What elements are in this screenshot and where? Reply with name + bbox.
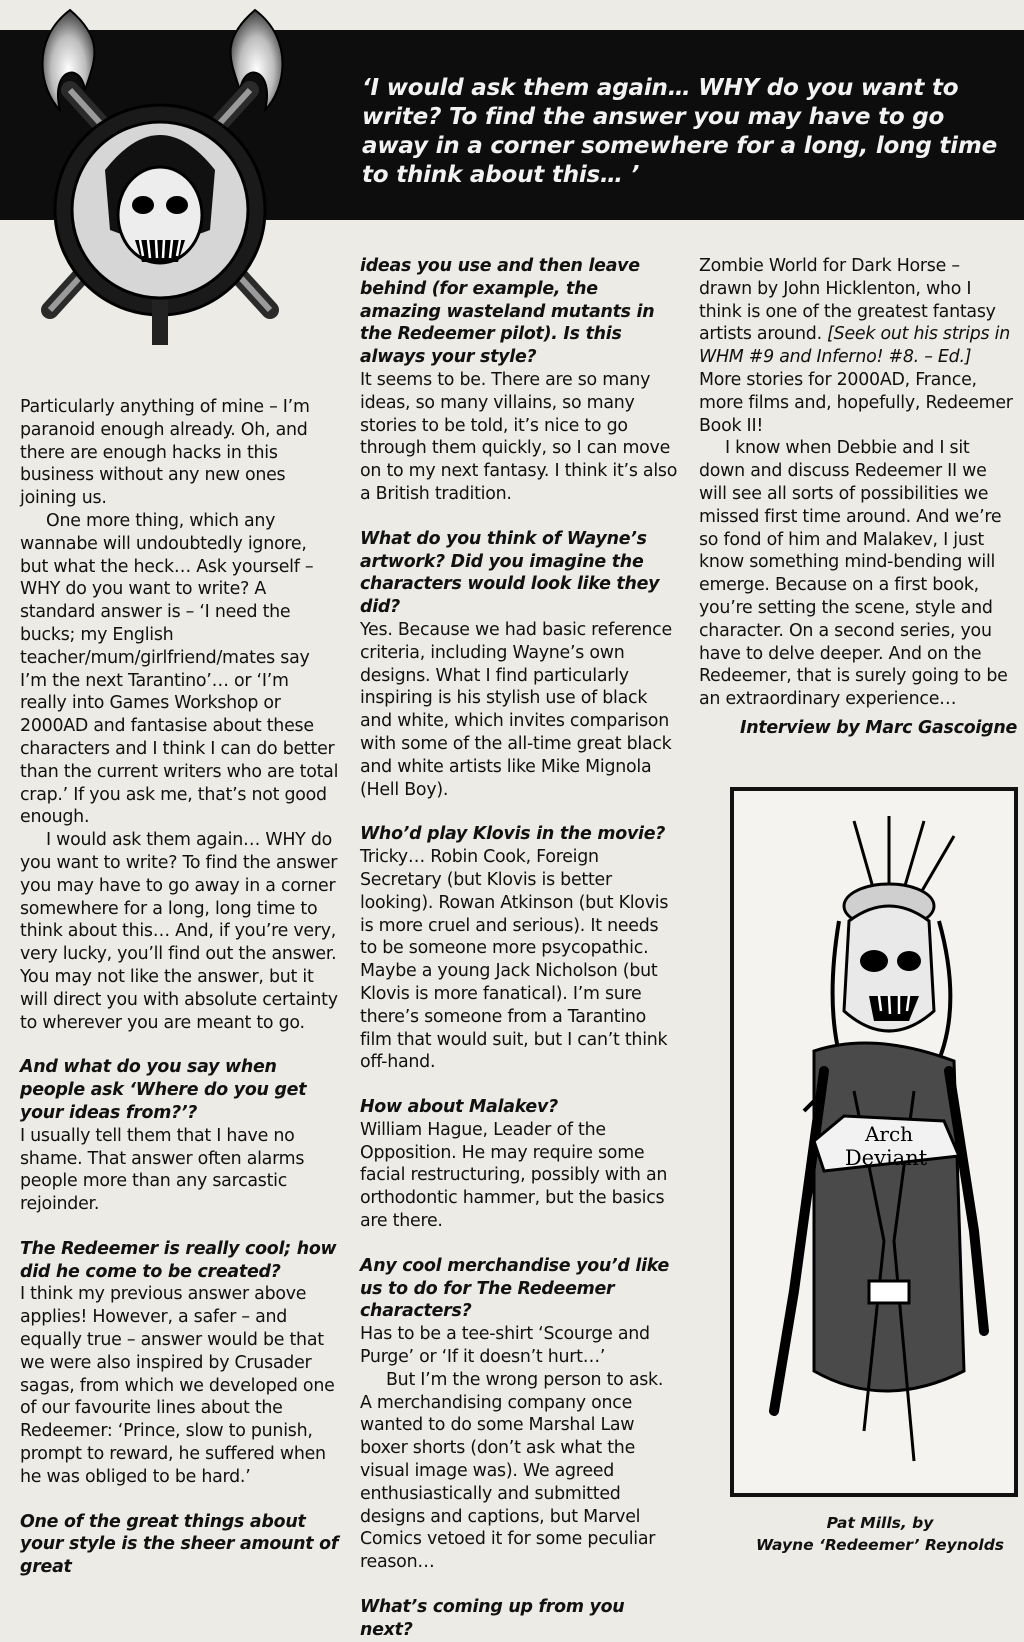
interview-question: What do you think of Wayne’s artwork? Did you imagine the characters would look like they did?: [360, 528, 660, 618]
interview-answer: Has to be a tee-shirt ‘Scourge and Purge’ or ‘If it doesn’t hurt…’: [360, 1324, 650, 1368]
column-1: [20, 396, 340, 1579]
paragraph: I would ask them again… WHY do you want to write? To find the answer you may have to go away in a corner somewhere for a long, long time to think about this… And, if you’re very, very lucky, you’ll find out the answer. You may not like the answer, but it will direct you with absolute certainty to wherever you are meant to go.: [20, 830, 338, 1033]
interview-question: Who’d play Klovis in the movie?: [360, 824, 666, 845]
illustration-frame: [730, 787, 1018, 1497]
interview-answer: I think my previous answer above applies! However, a safer – and equally true – answer would be that we were also inspired by Crusader sagas, from which we developed one of our favourite lines about the Redeemer: ‘Prince, slow to punish, prompt to reward, he suffered when he was obliged to be hard.’: [20, 1284, 335, 1487]
interview-question: Any cool merchandise you’d like us to do for The Redeemer characters?: [360, 1255, 670, 1322]
interview-answer: Tricky… Robin Cook, Foreign Secretary (but Klovis is better looking). Rowan Atkinson (but Klovis is more cruel and serious). It needs to be someone more psycopathic. Maybe a young Jack Nicholson (but Klovis is more fanatical). I’m sure there’s someone from a Tarantino film that would suit, but I can’t think off-hand.: [360, 847, 669, 1073]
interview-question: One of the great things about your style is the sheer amount of great: [20, 1511, 339, 1578]
interview-question: And what do you say when people ask ‘Where do you get your ideas from?’?: [20, 1057, 307, 1123]
editor-note: [Seek out his strips in WHM #9 and Inferno! #8. – Ed.]: [699, 324, 1011, 368]
interview-question: The Redeemer is really cool; how did he come to be created?: [20, 1238, 337, 1282]
caption-line-2: Wayne ‘Redeemer’ Reynolds: [755, 1536, 1005, 1554]
caption-line-1: Pat Mills, by: [826, 1514, 934, 1532]
skull-emblem-icon: [10, 0, 310, 350]
pull-quote: ‘I would ask them again… WHY do you want to write? To find the answer you may have to go away in a corner somewhere for a long, long time to think about this… ’: [362, 75, 998, 188]
answer-text: Zombie World for Dark Horse – drawn by John Hicklenton, who I think is one of the greatest fantasy artists around.: [699, 256, 996, 345]
paragraph: I know when Debbie and I sit down and discuss Redeemer II we will see all sorts of possibilities we missed first time around. And we’re so fond of him and Malakev, I just know something mind-bending will emerge. Because on a first book, you’re setting the scene, style and character. On a second series, you have to delve deeper. And on the Redeemer, that is surely going to be an extraordinary experience…: [699, 438, 1008, 710]
paragraph: Particularly anything of mine – I’m paranoid enough already. Oh, and there are enough hacks in this business without any new ones joining us.: [20, 397, 310, 509]
interview-answer: I usually tell them that I have no shame. That answer often alarms people more than any sarcastic rejoinder.: [20, 1125, 305, 1215]
zombie-illustration-icon: [674, 811, 1014, 1501]
interview-answer: It seems to be. There are so many ideas, so many villains, so many stories to be told, it’s nice to go through them quickly, so I can move on to my next fantasy. I think it’s also a British tradition.: [360, 369, 678, 504]
paragraph: One more thing, which any wannabe will undoubtedly ignore, but what the heck… Ask yourself – WHY do you want to write? A standard answer is – ‘I need the bucks; my English teacher/mum/girlfriend/mates say I’m the next Tarantino’… or ‘I’m really into Games Workshop or 2000AD and fantasise about these characters and I think I can do better than the current writers who are total crap.’ If you ask me, that’s not good enough.: [20, 510, 339, 828]
interview-question: What’s coming up from you next?: [360, 1597, 625, 1640]
interview-answer: Yes. Because we had basic reference criteria, including Wayne’s own designs. What I find particularly inspiring is his stylish use of black and white, which invites comparison with some of the all-time great black and white artists like Mike Mignola (Hell Boy).: [360, 619, 672, 800]
interview-question: How about Malakev?: [360, 1097, 558, 1118]
interview-answer: William Hague, Leader of the Opposition. He may require some facial restructuring, possibly with an orthodontic hammer, but the basics are there.: [360, 1119, 668, 1232]
illustration-caption: [740, 1512, 1020, 1556]
interview-answer: But I’m the wrong person to ask. A merchandising company once wanted to do some Marshal Law boxer shorts (don’t ask what the visual image was). We agreed enthusiastically and submitted designs and captions, but Marvel Comics vetoed it for some peculiar reason…: [360, 1369, 664, 1573]
sign-line-2: Deviant: [844, 1146, 928, 1170]
answer-text: More stories for 2000AD, France, more films and, hopefully, Redeemer Book II!: [699, 369, 1013, 436]
sign-line-1: Arch: [864, 1122, 914, 1146]
column-3: [699, 255, 1017, 740]
column-2: [360, 255, 680, 1642]
interview-answer: [699, 255, 1017, 437]
interview-byline: Interview by Marc Gascoigne: [739, 717, 1017, 738]
interview-question: ideas you use and then leave behind (for example, the amazing wasteland mutants in the Redeemer pilot). Is this always your style?: [360, 256, 655, 368]
